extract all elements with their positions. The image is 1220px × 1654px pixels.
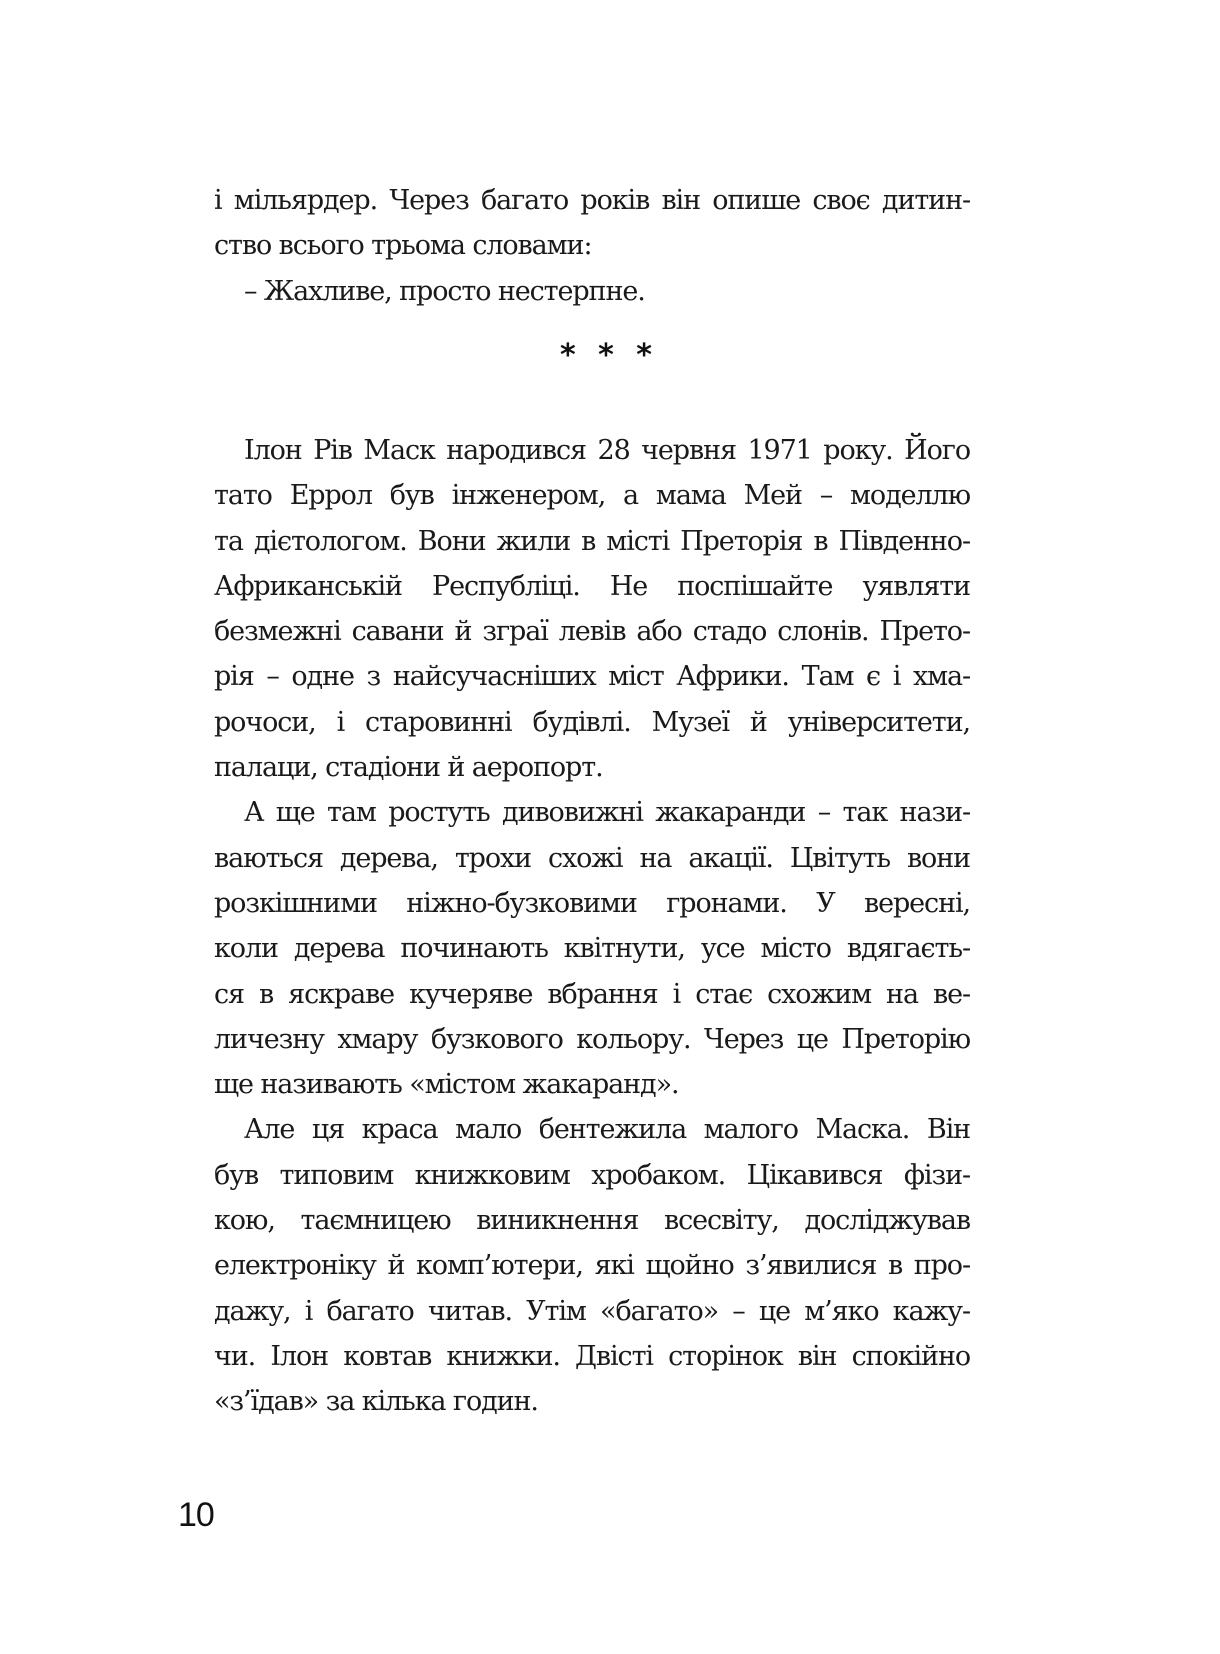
- text-line: рія – одне з найсучасніших міст Африки. Там є і хма-: [214, 661, 970, 693]
- paragraph-jacaranda: [214, 790, 970, 1107]
- text-line: ся в яскраве кучеряве вбрання і стає схожим на ве-: [214, 978, 970, 1010]
- text-line: рочоси, і старовинні будівлі. Музеї й університети,: [214, 706, 970, 738]
- section-divider: * * *: [560, 338, 658, 373]
- text-line: кою, таємницею виникнення всесвіту, досліджував: [214, 1205, 970, 1237]
- page-number: 10: [178, 1496, 214, 1534]
- text-line: палаци, стадіони й аеропорт.: [214, 752, 603, 784]
- text-line: тато Еррол був інженером, а мама Мей – моделлю: [214, 480, 970, 512]
- text-line: ще називають «містом жакаранд».: [214, 1069, 679, 1101]
- text-line: був типовим книжковим хробаком. Цікавився фізи-: [214, 1159, 970, 1191]
- text-line: Але ця краса мало бентежила малого Маска. Він: [244, 1114, 970, 1146]
- text-line: безмежні савани й зграї левів або стадо слонів. Прето-: [214, 616, 970, 648]
- text-line: ваються дерева, трохи схожі на акації. Цвітуть вони: [214, 842, 970, 874]
- text-line: дажу, і багато читав. Утім «багато» – це м’яко кажу-: [214, 1295, 970, 1327]
- opening-text-block: [214, 178, 970, 314]
- paragraph-birth: [214, 428, 970, 790]
- text-line: Ілон Рів Маск народився 28 червня 1971 року. Його: [244, 435, 970, 466]
- text-line: та дієтологом. Вони жили в місті Преторія в Південно-: [214, 525, 970, 557]
- text-line: ство всього трьома словами:: [214, 230, 592, 262]
- text-line: електроніку й комп’ютери, які щойно з’явилися в про-: [214, 1250, 970, 1282]
- text-line: А ще там ростуть дивовижні жакаранди – так нази-: [244, 797, 970, 829]
- text-line: чи. Ілон ковтав книжки. Двісті сторінок він спокійно: [214, 1340, 970, 1372]
- quote-line: – Жахливе, просто нестерпне.: [244, 275, 645, 307]
- text-line: Африканській Республіці. Не поспішайте уявляти: [214, 570, 970, 602]
- text-line: «з’їдав» за кілька годин.: [214, 1386, 538, 1418]
- main-text-block: [214, 428, 970, 1425]
- text-line: коли дерева починають квітнути, усе місто вдягаєть-: [214, 933, 970, 965]
- text-line: личезну хмару бузкового кольору. Через це Преторію: [214, 1023, 970, 1055]
- text-line: розкішними ніжно-бузковими гронами. У вересні,: [214, 887, 970, 919]
- paragraph-bookworm: [214, 1107, 970, 1424]
- text-line: і мільярдер. Через багато років він опише своє дитин-: [214, 185, 970, 216]
